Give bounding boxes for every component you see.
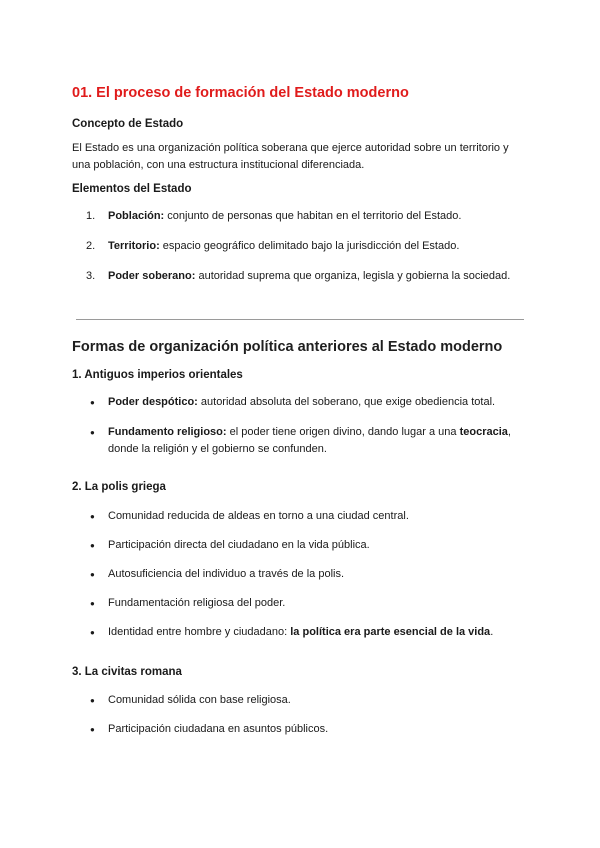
item-text-end: , donde la religión y el gobierno se confunden. xyxy=(108,426,511,455)
list-number: 1. xyxy=(86,210,96,222)
bullet-icon: ● xyxy=(90,398,95,407)
civitas-heading: 3. La civitas romana xyxy=(72,666,182,678)
polis-heading: 2. La polis griega xyxy=(72,481,166,493)
imperios-heading: 1. Antiguos imperios orientales xyxy=(72,369,243,381)
item-text: autoridad suprema que organiza, legisla y gobierna la sociedad. xyxy=(195,270,511,282)
item-text: Fundamentación religiosa del poder. xyxy=(108,597,286,609)
item-text: Comunidad reducida de aldeas en torno a una ciudad central. xyxy=(108,510,409,522)
item-term: Población: xyxy=(108,210,165,222)
item-text: Participación ciudadana en asuntos públicos. xyxy=(108,723,329,735)
item-bold: la política era parte esencial de la vida xyxy=(290,626,491,638)
item-term: Poder despótico: xyxy=(108,396,198,408)
bullet-icon: ● xyxy=(90,628,95,637)
concepto-paragraph: El Estado es una organización política soberana que ejerce autoridad sobre un territorio y una población, con una estructura institucional diferenciada. xyxy=(72,142,509,171)
item-text: Comunidad sólida con base religiosa. xyxy=(108,694,291,706)
item-text-end: . xyxy=(490,626,494,638)
concepto-heading: Concepto de Estado xyxy=(72,118,184,130)
item-text: el poder tiene origen divino, dando lugar a una xyxy=(226,426,460,438)
item-text: autoridad absoluta del soberano, que exige obediencia total. xyxy=(197,396,496,408)
horizontal-divider xyxy=(76,319,524,320)
bullet-icon: ● xyxy=(90,570,95,579)
item-text: Identidad entre hombre y ciudadano: xyxy=(108,626,291,638)
list-number: 2. xyxy=(86,240,96,252)
list-number: 3. xyxy=(86,270,96,282)
item-term: Poder soberano: xyxy=(108,270,196,282)
item-bold: teocracia xyxy=(459,426,508,438)
elementos-heading: Elementos del Estado xyxy=(72,183,192,195)
section2-title: Formas de organización política anteriores al Estado moderno xyxy=(72,339,503,355)
item-term: Fundamento religioso: xyxy=(108,426,227,438)
item-text: espacio geográfico delimitado bajo la jurisdicción del Estado. xyxy=(159,240,460,252)
bullet-icon: ● xyxy=(90,725,95,734)
item-text: Participación directa del ciudadano en la vida pública. xyxy=(108,539,370,551)
bullet-icon: ● xyxy=(90,541,95,550)
item-text: conjunto de personas que habitan en el territorio del Estado. xyxy=(164,210,462,222)
item-term: Territorio: xyxy=(108,240,160,252)
section-title: 01. El proceso de formación del Estado moderno xyxy=(72,85,409,101)
bullet-icon: ● xyxy=(90,599,95,608)
bullet-icon: ● xyxy=(90,696,95,705)
item-text: Autosuficiencia del individuo a través de la polis. xyxy=(108,568,345,580)
bullet-icon: ● xyxy=(90,428,95,437)
bullet-icon: ● xyxy=(90,512,95,521)
